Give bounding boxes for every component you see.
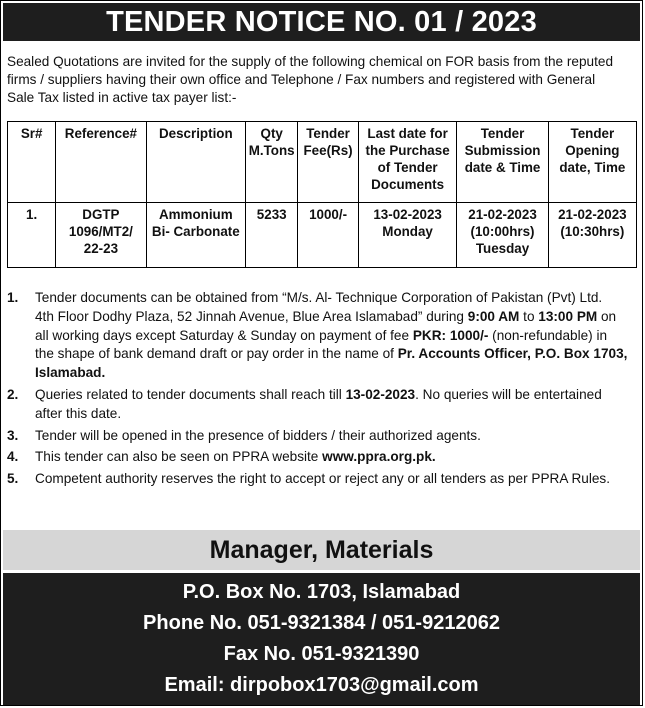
header-qty bbox=[246, 122, 298, 203]
cell-text: Tuesday bbox=[475, 241, 530, 256]
term-text: Tender will be opened in the presence of bidders / their authorized agents. bbox=[35, 427, 481, 443]
term-line bbox=[35, 308, 639, 327]
term-item bbox=[7, 289, 639, 383]
term-item bbox=[7, 470, 639, 489]
contact-email: Email: dirpobox1703@gmail.com bbox=[164, 674, 479, 696]
header-text: Fee(Rs) bbox=[303, 143, 353, 158]
terms-list bbox=[7, 289, 639, 492]
term-text: to bbox=[519, 308, 539, 324]
term-number: 3. bbox=[7, 427, 19, 443]
header-description bbox=[146, 122, 246, 203]
header-sr bbox=[8, 122, 56, 203]
cell-sr: 1. bbox=[8, 203, 56, 268]
term-line bbox=[35, 364, 639, 383]
intro-paragraph bbox=[7, 53, 637, 107]
header-text: of Tender bbox=[377, 160, 438, 175]
header-text: Tender bbox=[480, 126, 525, 141]
term-emphasis: 9:00 AM bbox=[467, 308, 520, 324]
cell-qty: 5233 bbox=[246, 203, 298, 268]
term-text: Competent authority reserves the right to accept or reject any or all tenders as per PPRA Rules. bbox=[35, 471, 610, 487]
header-text: Description bbox=[158, 126, 233, 141]
term-line bbox=[35, 427, 639, 446]
cell-text: (10:00hrs) bbox=[470, 224, 535, 239]
term-line bbox=[35, 345, 639, 364]
term-emphasis: 13-02-2023 bbox=[345, 386, 416, 402]
term-line bbox=[35, 448, 639, 467]
term-line bbox=[35, 327, 639, 346]
header-text: Documents bbox=[371, 177, 445, 192]
term-line bbox=[35, 386, 639, 405]
table-body bbox=[8, 203, 637, 268]
term-emphasis: 13:00 PM bbox=[538, 308, 598, 324]
term-item bbox=[7, 427, 639, 446]
term-text: This tender can also be seen on PPRA website bbox=[35, 449, 323, 465]
header-opening bbox=[548, 122, 636, 203]
cell-text: DGTP bbox=[82, 207, 120, 222]
table-row bbox=[8, 203, 637, 268]
term-text: 4th Floor Dodhy Plaza, 52 Jinnah Avenue, Blue Area Islamabad” during bbox=[35, 308, 468, 324]
table-header-row bbox=[8, 122, 637, 203]
header-text: date, Time bbox=[559, 160, 626, 175]
contact-fax: Fax No. 051-9321390 bbox=[223, 643, 420, 665]
term-text: the shape of bank demand draft or pay order in the name of bbox=[35, 346, 398, 362]
header-text: the Purchase bbox=[365, 143, 450, 158]
header-text: Tender bbox=[570, 126, 615, 141]
term-line bbox=[35, 289, 639, 308]
cell-description bbox=[146, 203, 246, 268]
term-line bbox=[35, 405, 639, 424]
cell-last-date bbox=[358, 203, 457, 268]
cell-submission bbox=[457, 203, 548, 268]
cell-text: 21-02-2023 bbox=[558, 207, 627, 222]
term-text: after this date. bbox=[35, 405, 122, 421]
term-text: all working days except Saturday & Sunday on payment of fee bbox=[35, 327, 413, 343]
signatory-title: Manager, Materials bbox=[3, 530, 640, 570]
term-text: . No queries will be entertained bbox=[415, 386, 602, 402]
cell-text: Ammonium bbox=[158, 207, 233, 222]
header-last-date bbox=[358, 122, 457, 203]
term-text: Queries related to tender documents shall reach till bbox=[35, 386, 346, 402]
cell-text: Bi- Carbonate bbox=[151, 224, 240, 239]
term-emphasis: PKR: 1000/- bbox=[412, 327, 489, 343]
contact-phone: Phone No. 051-9321384 / 051-9212062 bbox=[143, 612, 500, 634]
term-number: 5. bbox=[7, 471, 19, 487]
intro-line: Sale Tax listed in active tax payer list:- bbox=[7, 90, 237, 105]
header-reference bbox=[56, 122, 146, 203]
term-emphasis: Pr. Accounts Officer, P.O. Box 1703, bbox=[397, 346, 628, 362]
term-text: (non-refundable) in bbox=[488, 327, 608, 343]
cell-text: 22-23 bbox=[83, 241, 119, 256]
header-text: Sr# bbox=[20, 126, 43, 141]
header-text: Tender bbox=[306, 126, 350, 141]
header-text: Submission bbox=[464, 143, 541, 158]
term-text: Tender documents can be obtained from “M/s. Al- Technique Corporation of Pakistan (Pvt) Ltd. bbox=[35, 290, 603, 305]
tender-table bbox=[7, 121, 637, 268]
contact-address: P.O. Box No. 1703, Islamabad bbox=[182, 581, 461, 603]
term-number: 1. bbox=[7, 290, 19, 305]
term-emphasis: Islamabad. bbox=[35, 365, 106, 381]
term-emphasis: www.ppra.org.pk. bbox=[322, 449, 436, 465]
cell-text: Monday bbox=[382, 224, 433, 239]
header-text: M.Tons bbox=[248, 143, 295, 158]
header-text: Last date for bbox=[367, 126, 448, 141]
notice-title: TENDER NOTICE NO. 01 / 2023 bbox=[3, 3, 640, 41]
contact-box bbox=[3, 573, 640, 705]
header-text: Opening bbox=[565, 143, 620, 158]
term-item bbox=[7, 448, 639, 467]
header-text: date & Time bbox=[464, 160, 541, 175]
header-text: Qty bbox=[260, 126, 283, 141]
term-item bbox=[7, 386, 639, 424]
cell-opening bbox=[548, 203, 636, 268]
cell-fee: 1000/- bbox=[298, 203, 359, 268]
header-text: Reference# bbox=[64, 126, 137, 141]
cell-reference bbox=[56, 203, 146, 268]
cell-text: (10:30hrs) bbox=[560, 224, 625, 239]
cell-text: 1096/MT2/ bbox=[68, 224, 133, 239]
term-number: 2. bbox=[7, 386, 19, 402]
term-text: on bbox=[597, 308, 617, 324]
header-fee bbox=[298, 122, 359, 203]
intro-line: firms / suppliers having their own office and Telephone / Fax numbers and registered with General bbox=[7, 72, 596, 87]
cell-text: 21-02-2023 bbox=[468, 207, 537, 222]
cell-text: 13-02-2023 bbox=[373, 207, 442, 222]
header-submission bbox=[457, 122, 548, 203]
term-line bbox=[35, 470, 639, 489]
intro-line: Sealed Quotations are invited for the supply of the following chemical on FOR basis from the reputed bbox=[7, 54, 614, 69]
term-number: 4. bbox=[7, 449, 19, 465]
